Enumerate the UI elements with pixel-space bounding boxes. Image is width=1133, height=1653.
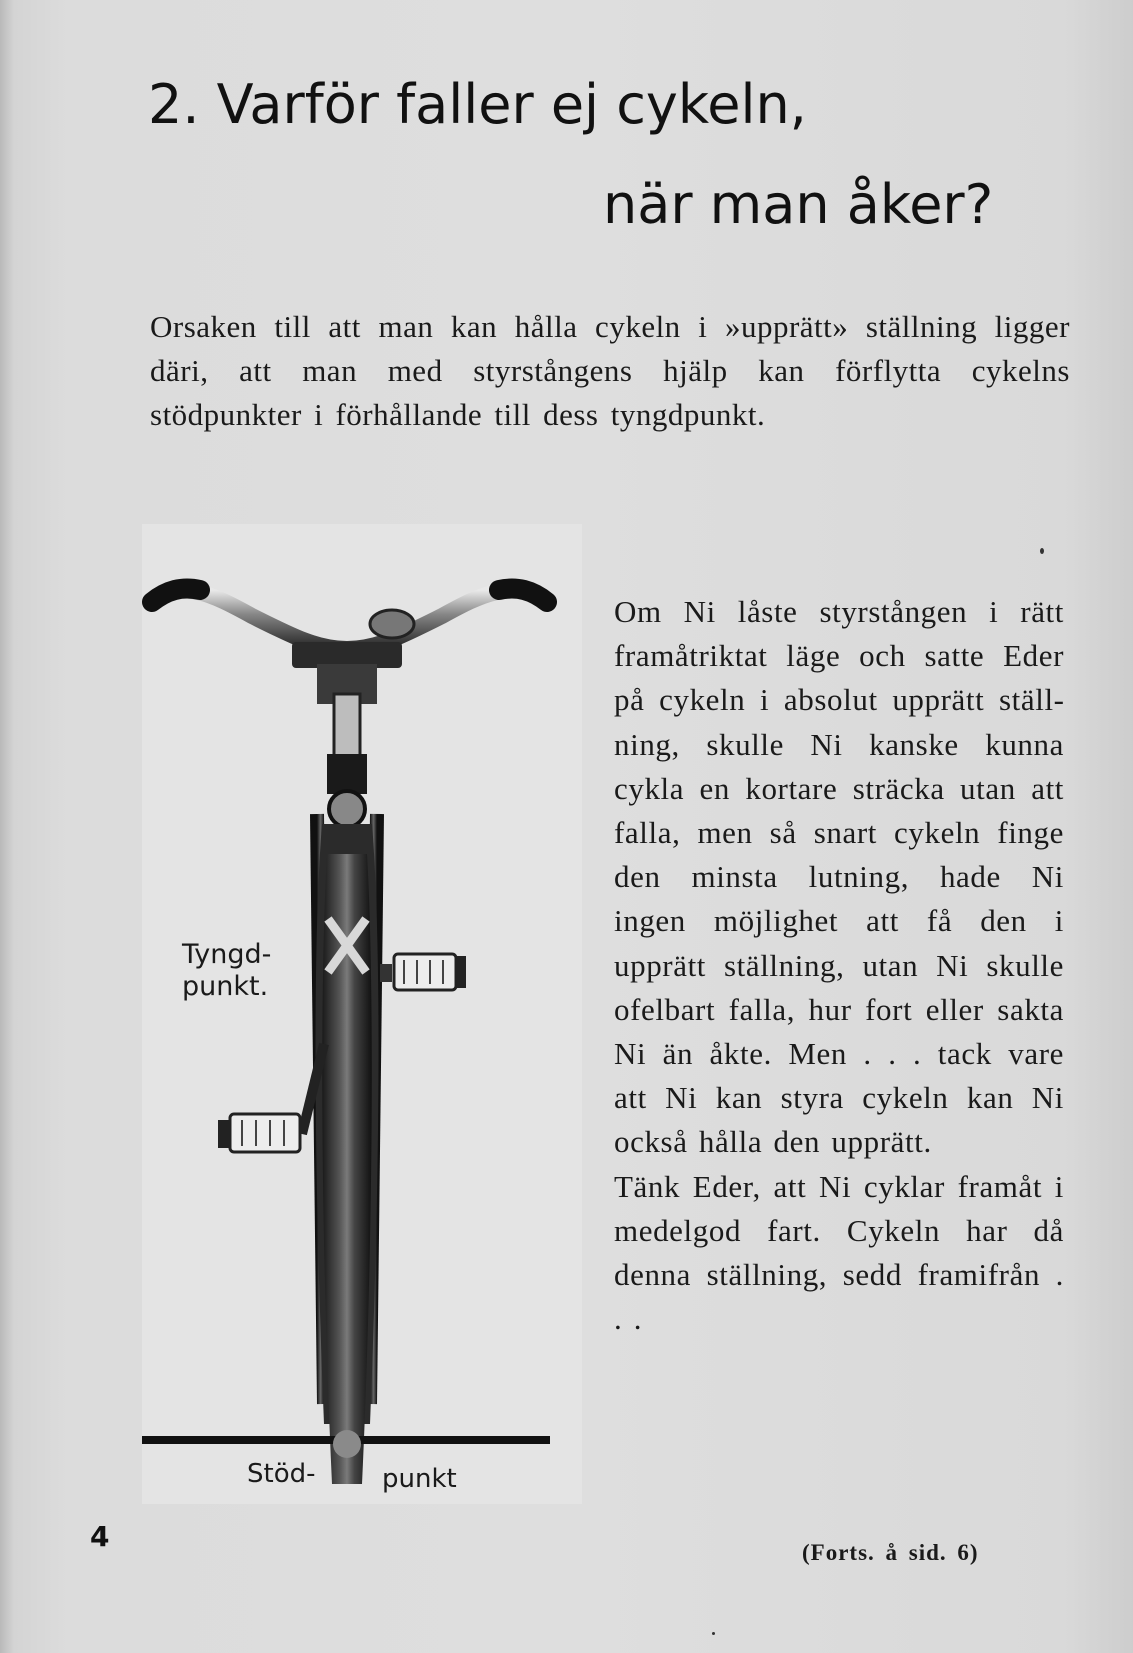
body-paragraph-1: Om Ni låste styrstången i rätt framåtriktat läge och satte Eder på cykeln i absolut upprätt ställning, skulle Ni kanske kunna cykla en kortare sträcka utan att falla, men så snart cykeln finge den minsta lutning, hade Ni ingen möjlighet att få den i upprätt ställning, utan Ni skulle ofelbart falla, hur fort eller sakta Ni än åkte. Men . . . tack vare att Ni kan styra cykeln kan Ni också hålla den upprätt. [614, 594, 1064, 1160]
page-edge [0, 0, 14, 1653]
body-paragraph-2: Tänk Eder, att Ni cyklar framåt i medelgod fart. Cykeln har då denna ställning, sedd framifrån . . . [614, 1168, 1064, 1337]
support-point-label-left: Stöd- [247, 1459, 316, 1489]
bicycle-front-view-icon [142, 524, 582, 1504]
intro-paragraph: Orsaken till att man kan hålla cykeln i »upprätt» ställning ligger däri, att man med styrstångens hjälp kan förflytta cykelns stödpunkter i förhållande till dess tyngdpunkt. [150, 309, 1070, 432]
page-number: 4 [90, 1520, 110, 1553]
heading-line-1: 2. Varför faller ej cykeln, [148, 73, 807, 136]
print-speck [1040, 548, 1044, 554]
continued-note: (Forts. å sid. 6) [802, 1540, 979, 1565]
bicycle-figure [142, 524, 582, 1504]
print-speck [712, 1632, 715, 1635]
body-text-column [614, 590, 1064, 1341]
support-point-label-right: punkt [382, 1464, 457, 1494]
heading-line-2: när man åker? [603, 173, 994, 236]
center-of-gravity-label: Tyngd- punkt. [182, 939, 272, 1002]
